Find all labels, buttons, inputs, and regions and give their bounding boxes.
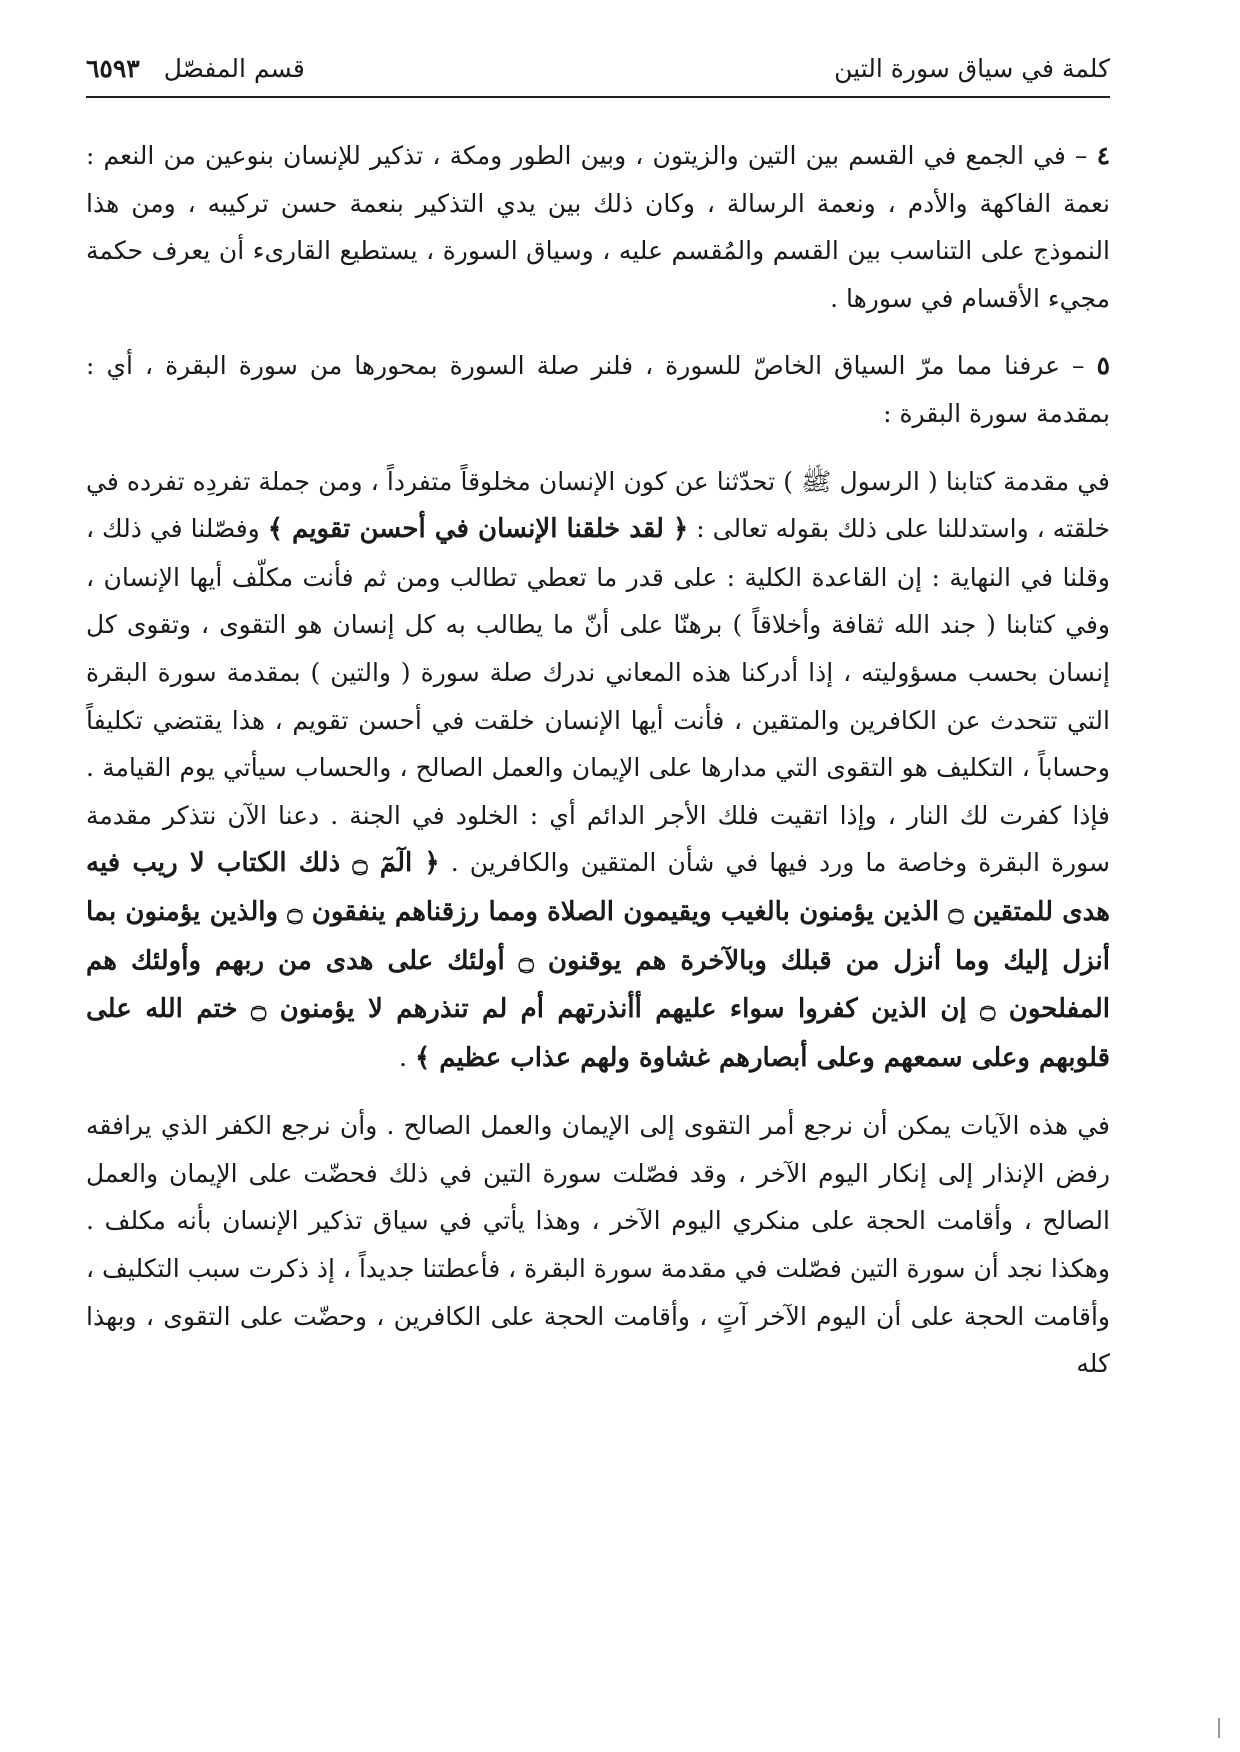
- paragraph-6: [86, 458, 1110, 1083]
- paragraph-gap: [86, 1082, 1110, 1102]
- paragraph-text: – عرفنا مما مرّ السياق الخاصّ للسورة ، فلنر صلة السورة بمحورها من سورة البقرة ، أي : بمقدمة سورة البقرة :: [86, 351, 1110, 428]
- section-title: قسم المفصّل: [163, 53, 305, 83]
- page-number: ٦٥٩٣: [86, 53, 140, 83]
- paragraph-number: ٤: [1096, 141, 1110, 170]
- paragraph-text: في مقدمة كتابنا ( الرسول ﷺ ) تحدّثنا عن كون الإنسان مخلوقاً متفرداً ، ومن جملة تفردِه تفرده في خلقته ، واستدللنا على ذلك بقوله تعالى :: [86, 466, 1111, 544]
- running-title: كلمة في سياق سورة التين: [834, 53, 1110, 83]
- paragraph-gap: [86, 322, 1110, 342]
- paragraph-7: [86, 1102, 1110, 1388]
- quran-verses: ﴿ الٓمٓ ۝ ذلك الكتاب لا ريب فيه هدى للمتقين ۝ الذين يؤمنون بالغيب ويقيمون الصلاة ومما رزقناهم ينفقون ۝ والذين يؤمنون بما أنزل إليك وما أنزل من قبلك وبالآخرة هم يوقنون ۝ أولئك على هدى من ربهم وأولئك هم المفلحون ۝ إن الذين كفروا سواء عليهم أأنذرتهم أم لم تنذرهم لا يؤمنون ۝ ختم الله على قلوبهم وعلى سمعهم وعلى أبصارهم غشاوة ولهم عذاب عظيم ﴾: [86, 848, 1111, 1073]
- page-body: [86, 132, 1110, 1388]
- paragraph-gap: [86, 438, 1110, 458]
- paragraph-end: .: [399, 1042, 415, 1072]
- paragraph-text: وفصّلنا في ذلك ، وقلنا في النهاية : إن القاعدة الكلية : على قدر ما تعطي تطالب ومن ثم فأنت مكلّف أيها الإنسان ، وفي كتابنا ( جند الله ثقافة وأخلاقاً ) برهنّا على أنّ ما يطالب به كل إنسان هو التقوى ، وتقوى كل إنسان بحسب مسؤوليته ، إذا أدركنا هذه المعاني ندرك صلة سورة ( والتين ) بمقدمة سورة البقرة التي تتحدث عن الكافرين والمتقين ، فأنت أيها الإنسان خلقت في أحسن تقويم ، هذا يقتضي تكليفاً وحساباً ، التكليف هو التقوى التي مدارها على الإيمان والعمل الصالح ، والحساب سيأتي يوم القيامة . فإذا كفرت لك النار ، وإذا اتقيت فلك الأجر الدائم أي : الخلود في الجنة . دعنا الآن نتذكر مقدمة سورة البقرة وخاصة ما ورد فيها في شأن المتقين والكافرين .: [86, 514, 1110, 878]
- paragraph-5: [86, 342, 1110, 437]
- page-header: [86, 44, 1110, 92]
- quran-quote: ﴿ لقد خلقنا الإنسان في أحسن تقويم ﴾: [267, 514, 689, 545]
- header-divider: [86, 96, 1110, 98]
- scan-edge-mark: [1218, 1718, 1220, 1738]
- paragraph-text: في هذه الآيات يمكن أن نرجع أمر التقوى إلى الإيمان والعمل الصالح . وأن نرجع الكفر الذي يرافقه رفض الإنذار إلى إنكار اليوم الآخر ، وقد فصّلت سورة التين في ذلك فحضّت على الإيمان والعمل الصالح ، وأقامت الحجة على منكري اليوم الآخر ، وهذا يأتي في سياق تذكير الإنسان بأنه مكلف . وهكذا نجد أن سورة التين فصّلت في مقدمة سورة البقرة ، فأعطتنا جديداً ، إذ ذكرت سبب التكليف ، وأقامت الحجة على أن اليوم الآخر آتٍ ، وأقامت الحجة على الكافرين ، وحضّت على التقوى ، وبهذا كله: [86, 1111, 1110, 1379]
- paragraph-text: – في الجمع في القسم بين التين والزيتون ، وبين الطور ومكة ، تذكير للإنسان بنوعين من النعم : نعمة الفاكهة والأدم ، ونعمة الرسالة ، وكان ذلك بين يدي التذكير بنعمة حسن تركيبه ، ومن هذا النموذج على التناسب بين القسم والمُقسم عليه ، وسياق السورة ، يستطيع القارىء أن يعرف حكمة مجيء الأقسام في سورها .: [86, 141, 1110, 313]
- paragraph-number: ٥: [1096, 351, 1110, 381]
- paragraph-4: [86, 132, 1110, 322]
